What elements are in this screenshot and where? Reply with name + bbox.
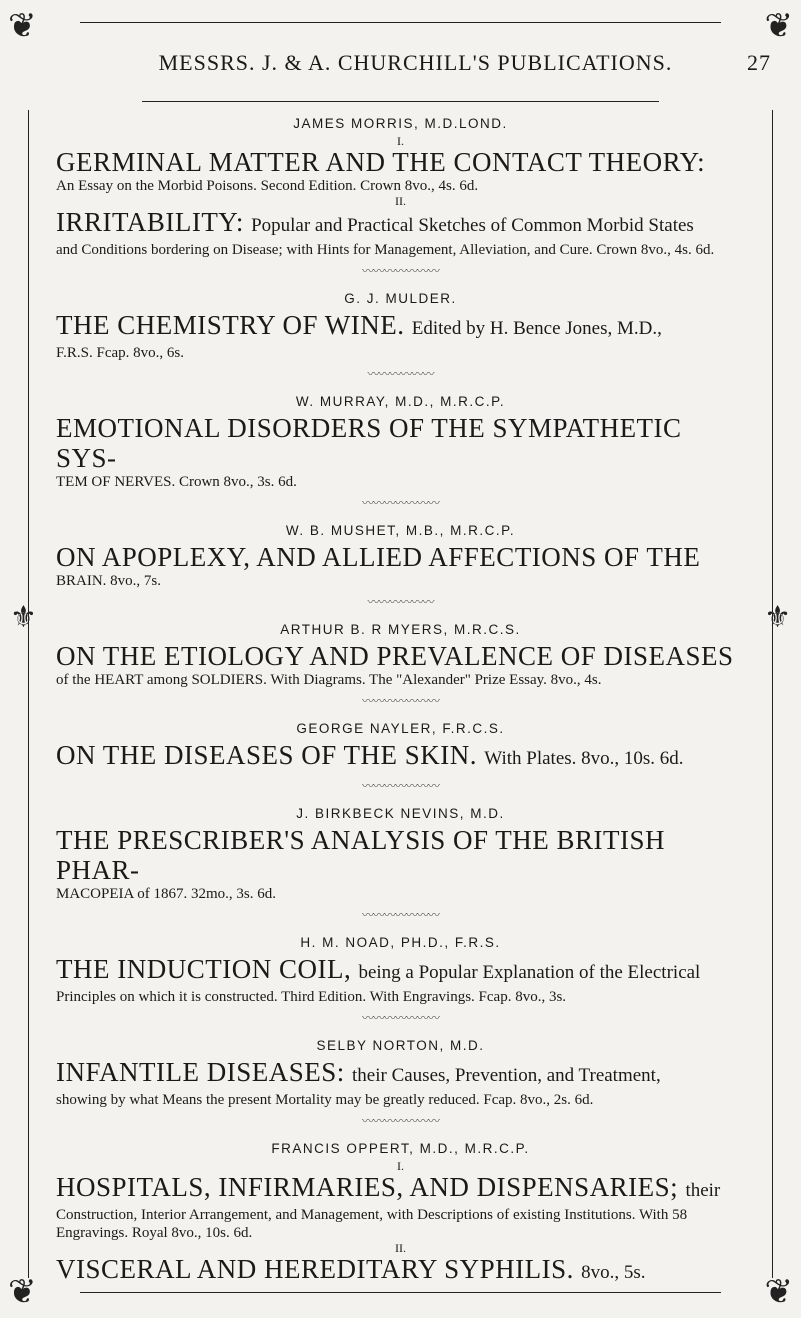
book-title-tail: 8vo., 5s. xyxy=(581,1262,646,1283)
book-title-line xyxy=(56,954,745,988)
book-description: TEM OF NERVES. Crown 8vo., 3s. 6d. xyxy=(56,474,297,490)
author-name: W. B. MUSHET, M.B., M.R.C.P. xyxy=(285,523,516,538)
book-title: INFANTILE DISEASES: xyxy=(56,1057,345,1087)
corner-ornament-icon: ❦ xyxy=(764,1272,793,1312)
book-description: An Essay on the Morbid Poisons. Second Edition. Crown 8vo., 4s. 6d. xyxy=(56,178,479,194)
book-title: HOSPITALS, INFIRMARIES, AND DISPENSARIES; xyxy=(56,1172,679,1202)
author-entry xyxy=(56,721,745,792)
book-title-tail: their xyxy=(685,1180,721,1201)
separator-squiggle: 〰〰〰〰〰〰〰 xyxy=(361,264,439,278)
book-title-line xyxy=(56,310,745,344)
author-entry xyxy=(56,622,745,707)
separator-squiggle: 〰〰〰〰〰〰〰 xyxy=(361,779,439,793)
item-numeral: II. xyxy=(395,1241,406,1255)
book-title-line xyxy=(56,1057,745,1091)
book-title: VISCERAL AND HEREDITARY SYPHILIS. xyxy=(56,1254,574,1284)
book-description: Construction, Interior Arrangement, and Management, with Descriptions of existing Institutions. With 58 Engravings. Royal 8vo., 10s. 6d. xyxy=(56,1207,688,1241)
author-entry xyxy=(56,935,745,1024)
book-description: Principles on which it is constructed. Third Edition. With Engravings. Fcap. 8vo., 3s. xyxy=(56,989,567,1005)
item-numeral: I. xyxy=(397,1159,404,1173)
author-entry xyxy=(56,1038,745,1127)
book-title-line xyxy=(56,1172,745,1206)
book-description: F.R.S. Fcap. 8vo., 6s. xyxy=(56,345,184,361)
separator-squiggle: 〰〰〰〰〰〰 xyxy=(367,595,434,609)
header-rule xyxy=(142,101,659,102)
book-title-tail: Popular and Practical Sketches of Common Morbid States xyxy=(251,215,694,236)
author-name: ARTHUR B. R MYERS, M.R.C.S. xyxy=(280,622,521,637)
author-name: W. MURRAY, M.D., M.R.C.P. xyxy=(295,394,506,409)
left-border xyxy=(28,110,29,1278)
separator-squiggle: 〰〰〰〰〰〰〰 xyxy=(361,908,439,922)
book-title: GERMINAL MATTER AND THE CONTACT THEORY: xyxy=(56,147,706,177)
book-title: EMOTIONAL DISORDERS OF THE SYMPATHETIC SYS- xyxy=(56,413,682,473)
page-number: 27 xyxy=(747,50,771,75)
book-description: BRAIN. 8vo., 7s. xyxy=(56,573,162,589)
entries-list xyxy=(56,116,745,1298)
corner-ornament-icon: ❦ xyxy=(8,6,37,46)
book-title: ON THE DISEASES OF THE SKIN. xyxy=(56,740,478,770)
author-entry xyxy=(56,806,745,921)
book-title: ON APOPLEXY, AND ALLIED AFFECTIONS OF THE xyxy=(56,542,701,572)
book-title: IRRITABILITY: xyxy=(56,207,244,237)
author-name: G. J. MULDER. xyxy=(344,291,457,306)
author-entry xyxy=(56,523,745,608)
item-numeral: II. xyxy=(395,194,406,208)
author-entry xyxy=(56,394,745,509)
item-numeral: I. xyxy=(397,134,404,148)
separator-squiggle: 〰〰〰〰〰〰〰 xyxy=(361,1114,439,1128)
book-title: THE PRESCRIBER'S ANALYSIS OF THE BRITISH PHAR- xyxy=(56,825,666,885)
book-title-line xyxy=(56,1254,745,1288)
book-description: and Conditions bordering on Disease; with Hints for Management, Alleviation, and Cure. Crown 8vo., 4s. 6d. xyxy=(56,242,715,258)
separator-squiggle: 〰〰〰〰〰〰〰 xyxy=(361,694,439,708)
separator-squiggle: 〰〰〰〰〰〰〰 xyxy=(361,1011,439,1025)
separator-squiggle: 〰〰〰〰〰〰〰 xyxy=(361,496,439,510)
book-title: THE INDUCTION COIL, xyxy=(56,954,352,984)
page-header xyxy=(60,50,771,76)
book-title-tail: Edited by H. Bence Jones, M.D., xyxy=(411,318,662,339)
separator-squiggle: 〰〰〰〰〰〰 xyxy=(367,367,434,381)
side-ornament-icon: ⚜ xyxy=(764,600,791,635)
author-entry xyxy=(56,1141,745,1288)
book-description: of the HEART among SOLDIERS. With Diagrams. The "Alexander" Prize Essay. 8vo., 4s. xyxy=(56,672,602,688)
author-entry xyxy=(56,116,745,277)
corner-ornament-icon: ❦ xyxy=(764,6,793,46)
top-border xyxy=(80,22,721,23)
book-title-tail: being a Popular Explanation of the Electrical xyxy=(358,962,701,983)
header-title: MESSRS. J. & A. CHURCHILL'S PUBLICATIONS. xyxy=(158,50,673,75)
book-title: THE CHEMISTRY OF WINE. xyxy=(56,310,405,340)
side-ornament-icon: ⚜ xyxy=(10,600,37,635)
author-name: JAMES MORRIS, M.D.LOND. xyxy=(293,116,508,131)
book-title-tail: their Causes, Prevention, and Treatment, xyxy=(352,1065,661,1086)
book-title-line xyxy=(56,207,745,241)
author-name: SELBY NORTON, M.D. xyxy=(316,1038,485,1053)
author-name: GEORGE NAYLER, F.R.C.S. xyxy=(296,721,505,736)
right-border xyxy=(772,110,773,1278)
book-title-tail: With Plates. 8vo., 10s. 6d. xyxy=(484,748,684,769)
book-description: showing by what Means the present Mortality may be greatly reduced. Fcap. 8vo., 2s. 6d. xyxy=(56,1092,594,1108)
author-name: H. M. NOAD, PH.D., F.R.S. xyxy=(300,935,501,950)
corner-ornament-icon: ❦ xyxy=(8,1272,37,1312)
author-name: FRANCIS OPPERT, M.D., M.R.C.P. xyxy=(271,1141,530,1156)
book-description: MACOPEIA of 1867. 32mo., 3s. 6d. xyxy=(56,886,277,902)
author-name: J. BIRKBECK NEVINS, M.D. xyxy=(296,806,505,821)
book-title: ON THE ETIOLOGY AND PREVALENCE OF DISEASES xyxy=(56,641,734,671)
author-entry xyxy=(56,291,745,380)
book-title-line xyxy=(56,740,745,774)
